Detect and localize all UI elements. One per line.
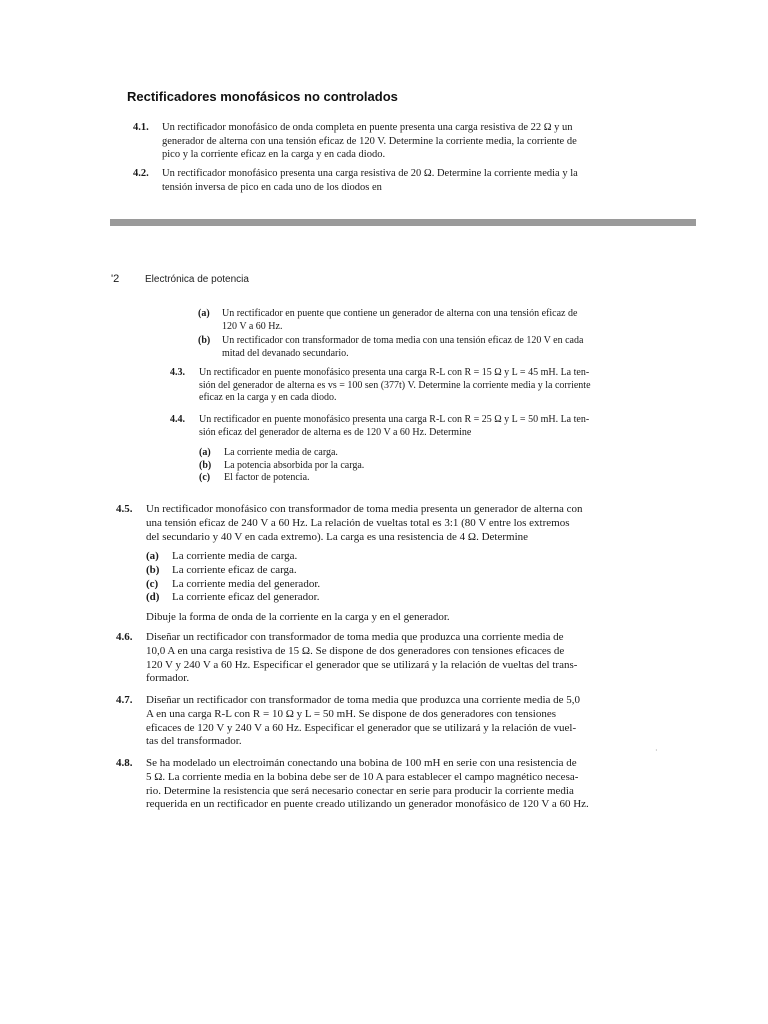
problem-line: Un rectificador monofásico presenta una carga resistiva de 20 Ω. Determine la corriente media y la [162, 168, 578, 179]
problem-line: pico y la corriente eficaz en la carga y en cada diodo. [162, 149, 386, 160]
problem-line: Un rectificador en puente monofásico presenta una carga R-L con R = 25 Ω y L = 50 mH. La ten- [199, 414, 590, 425]
section-title: Rectificadores monofásicos no controlados [127, 89, 398, 104]
problem-number: 4.3. [170, 367, 185, 378]
problem-line: eficaces de 120 V y 240 V a 60 Hz. Especificar el generador que se utilizará y la relación de vuel- [146, 721, 577, 734]
subitem-label: (d) [146, 591, 160, 604]
problem-line: generador de alterna con una tensión eficaz de 120 V. Determine la corriente media, la corriente de [162, 135, 577, 147]
subitem-line: La corriente media de carga. [172, 550, 298, 562]
problem-line: Diseñar un rectificador con transformador de toma media que produzca una corriente media de [146, 631, 564, 643]
page-number: '2 [111, 273, 120, 285]
problem-line: formador. [146, 672, 190, 685]
problem-number: 4.7. [116, 694, 133, 706]
problem-number: 4.8. [116, 757, 133, 769]
problem-number: 4.2. [133, 168, 149, 179]
subitem-line: Un rectificador con transformador de toma media con una tensión eficaz de 120 V en cada [222, 335, 584, 346]
page-divider [110, 219, 696, 226]
problem-line: 5 Ω. La corriente media en la bobina debe ser de 10 A para establecer el campo magnético necesa- [146, 770, 579, 783]
subitem-label: (b) [199, 459, 212, 471]
problem-number: 4.1. [133, 122, 149, 133]
problem-line: eficaz en la carga y en cada diodo. [199, 392, 337, 403]
subitem-line: Un rectificador en puente que contiene un generador de alterna con una tensión eficaz de [222, 308, 578, 319]
problem-line: del secundario y 40 V en cada extremo). La carga es una resistencia de 4 Ω. Determine [146, 530, 529, 543]
problem-line: sión eficaz del generador de alterna es de 120 V a 60 Hz. Determine [199, 426, 472, 438]
problem-line: tas del transformador. [146, 735, 242, 748]
subitem-line: El factor de potencia. [224, 472, 310, 483]
subitem-line: La corriente eficaz de carga. [172, 563, 297, 576]
subitem-label: (a) [198, 308, 210, 319]
problem-line: 10,0 A en una carga resistiva de 15 Ω. Se dispone de dos generadores con tensiones eficaces de [146, 644, 565, 657]
subitem-label: (a) [146, 550, 159, 562]
scan-speck: · [655, 746, 658, 755]
subitem-line: 120 V a 60 Hz. [222, 320, 283, 332]
problem-line: requerida en un rectificador en puente creado utilizando un generador monofásico de 120 V a 60 Hz. [146, 798, 589, 811]
subitem-label: (c) [199, 472, 211, 483]
problem-line: Un rectificador en puente monofásico presenta una carga R-L con R = 15 Ω y L = 45 mH. La ten- [199, 367, 590, 378]
problem-line: Un rectificador monofásico de onda completa en puente presenta una carga resistiva de 22 Ω y un [162, 122, 573, 133]
subitem-label: (b) [198, 335, 211, 346]
problem-line: A en una carga R-L con R = 10 Ω y L = 50 mH. Se dispone de dos generadores con tensiones [146, 707, 556, 720]
problem-line: 120 V y 240 V a 60 Hz. Especificar el generador que se utilizará y la relación de vueltas del trans- [146, 658, 578, 671]
problem-line: una tensión eficaz de 240 V a 60 Hz. La relación de vueltas total es 3:1 (80 V entre los extremos [146, 516, 570, 529]
subitem-label: (c) [146, 577, 159, 590]
subitem-line: La corriente media de carga. [224, 447, 338, 458]
subitem-line: La corriente eficaz del generador. [172, 591, 320, 604]
problem-number: 4.6. [116, 631, 133, 643]
subitem-label: (b) [146, 563, 160, 576]
problem-line: tensión inversa de pico en cada uno de los diodos en [162, 181, 382, 193]
subitem-line: mitad del devanado secundario. [222, 347, 349, 359]
problem-line: sión del generador de alterna es vs = 100 sen (377t) V. Determine la corriente media y la corriente [199, 379, 591, 391]
problem-line: Diseñar un rectificador con transformador de toma media que produzca una corriente media de 5,0 [146, 694, 581, 706]
problem-line: Se ha modelado un electroimán conectando una bobina de 100 mH en serie con una resistencia de [146, 757, 577, 769]
problem-number: 4.4. [170, 414, 185, 425]
problem-number: 4.5. [116, 503, 133, 515]
problem-line: Un rectificador monofásico con transformador de toma media presenta un generador de alterna con [146, 503, 583, 515]
running-head: Electrónica de potencia [145, 274, 249, 285]
subitem-line: La potencia absorbida por la carga. [224, 459, 365, 471]
problem-tail: Dibuje la forma de onda de la corriente en la carga y en el generador. [146, 611, 450, 623]
problem-line: rio. Determine la resistencia que será necesario conectar en serie para producir la corriente media [146, 784, 574, 797]
subitem-label: (a) [199, 447, 211, 458]
subitem-line: La corriente media del generador. [172, 577, 321, 590]
